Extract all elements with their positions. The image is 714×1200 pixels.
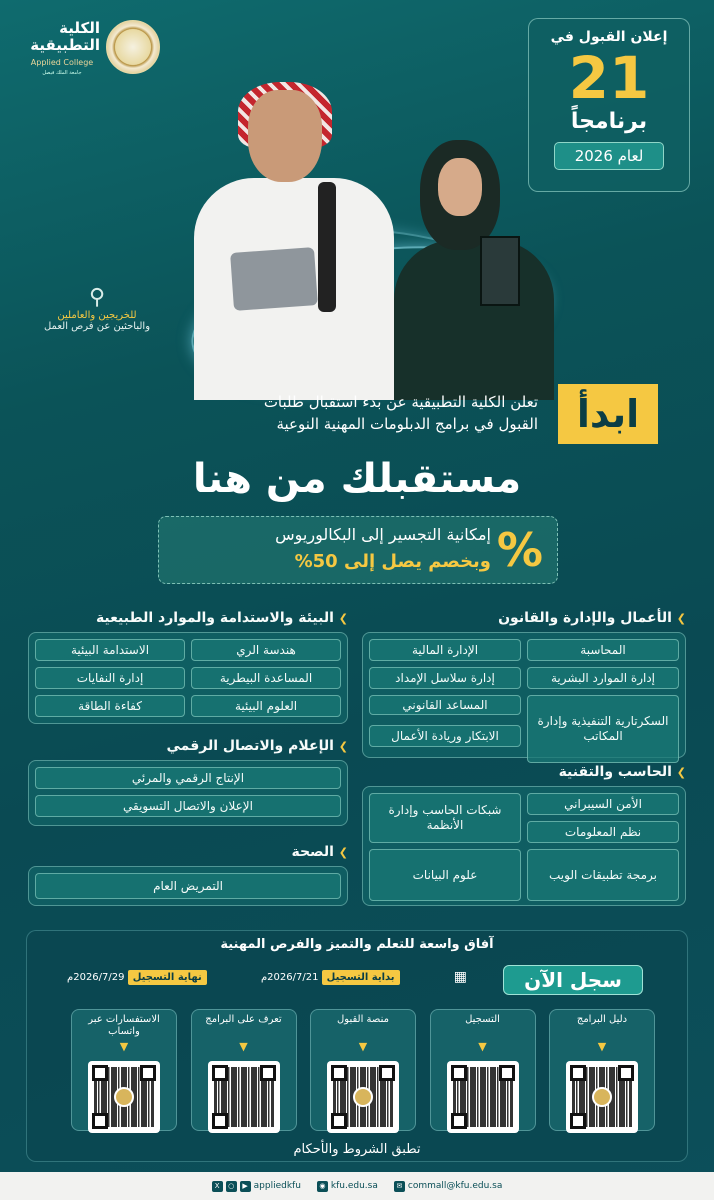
website-link[interactable]: ◉ kfu.edu.sa	[317, 1181, 378, 1192]
graduates-line-1: للخريجين والعاملين	[57, 310, 137, 321]
chevron-icon: ❯	[338, 846, 348, 859]
program-item: الإدارة المالية	[369, 639, 521, 661]
logo-subtitle: جامعة الملك فيصل	[42, 70, 82, 76]
social-handle[interactable]: X ○ ▶ appliedkfu	[212, 1181, 301, 1192]
chevron-icon: ❯	[338, 612, 348, 625]
program-item: هندسة الري	[191, 639, 341, 661]
qr-card-programs[interactable]	[191, 1009, 297, 1131]
program-item: المساعد القانوني	[369, 695, 521, 715]
calendar-icon: ▦	[453, 969, 467, 985]
logo-name-en: Applied College	[30, 58, 94, 67]
chevron-down-icon: ▼	[239, 1040, 248, 1053]
program-item: إدارة النفايات	[35, 667, 185, 689]
college-logo	[22, 18, 162, 78]
female-student	[394, 240, 554, 400]
bridge-line-2: وبخصم يصل إلى 50%	[294, 551, 491, 572]
graduates-line-2: والباحثين عن فرص العمل	[43, 321, 151, 332]
program-label: برنامجاً	[570, 109, 648, 134]
program-item: التمريض العام	[35, 873, 341, 899]
bridge-line-1: إمكانية التجسير إلى البكالوريوس	[275, 525, 491, 544]
section-media	[28, 738, 348, 826]
section-title: الصحة	[291, 844, 334, 860]
footer-contacts	[0, 1172, 714, 1200]
section-title: البيئة والاستدامة والموارد الطبيعية	[95, 610, 334, 626]
program-item: شبكات الحاسب وإدارة الأنظمة	[369, 793, 521, 843]
x-icon: X	[212, 1181, 223, 1192]
section-computing	[362, 764, 686, 906]
intro-line-1: تعلن الكلية التطبيقية عن بدء استقبال طلبات	[263, 393, 538, 411]
email-link[interactable]: ✉ commall@kfu.edu.sa	[394, 1181, 502, 1192]
start-date: 2026/7/21م	[260, 971, 319, 983]
qr-label: التسجيل	[465, 1014, 500, 1025]
section-business	[362, 610, 686, 758]
qr-label: تعرف على البرامج	[205, 1014, 282, 1025]
qr-code-icon[interactable]	[447, 1061, 519, 1133]
program-item: إدارة الموارد البشرية	[527, 667, 679, 689]
chevron-icon: ❯	[676, 766, 686, 779]
book-icon	[480, 236, 520, 306]
terms-note: تطبق الشروط والأحكام	[293, 1142, 421, 1157]
qr-code-icon[interactable]	[88, 1061, 160, 1133]
program-item: إدارة سلاسل الإمداد	[369, 667, 521, 689]
chevron-down-icon: ▼	[358, 1040, 368, 1053]
laptop-icon	[230, 247, 318, 311]
chevron-down-icon: ▼	[597, 1040, 607, 1053]
chevron-down-icon: ▼	[119, 1040, 129, 1053]
registration-panel	[26, 930, 688, 1162]
program-item: المساعدة البيطرية	[191, 667, 341, 689]
percent-icon: %	[496, 523, 543, 577]
qr-card-registration[interactable]	[430, 1009, 536, 1131]
hero-students-image	[180, 70, 560, 400]
instagram-icon: ○	[226, 1181, 237, 1192]
section-title: الإعلام والاتصال الرقمي	[166, 738, 334, 754]
program-item: برمجة تطبيقات الويب	[527, 849, 679, 901]
program-item: الابتكار وريادة الأعمال	[369, 725, 521, 747]
qr-label: دليل البرامج	[576, 1014, 628, 1025]
job-search-icon: ⚲	[88, 285, 106, 310]
announce-heading: إعلان القبول في	[550, 29, 668, 45]
program-item: السكرتارية التنفيذية وإدارة المكاتب	[527, 695, 679, 763]
end-date: 2026/7/29م	[67, 971, 125, 983]
program-item: العلوم البيئية	[191, 695, 341, 717]
future-headline: مستقبلك من هنا	[192, 456, 522, 502]
qr-label: منصة القبول	[337, 1014, 389, 1025]
bridging-offer	[158, 516, 558, 584]
program-item: الاستدامة البيئية	[35, 639, 185, 661]
university-seal-icon	[106, 20, 160, 74]
program-item: الإعلان والاتصال التسويقي	[35, 795, 341, 817]
section-title: الحاسب والتقنية	[558, 764, 672, 780]
logo-name-ar: الكلية التطبيقية	[30, 19, 100, 54]
qr-code-icon[interactable]	[566, 1061, 638, 1133]
qr-code-icon[interactable]	[327, 1061, 399, 1133]
program-item: المحاسبة	[527, 639, 679, 661]
year-badge: لعام 2026	[554, 142, 664, 170]
register-now-button[interactable]: سجل الآن	[503, 965, 643, 995]
section-title: الأعمال والإدارة والقانون	[498, 610, 672, 626]
start-label: بداية التسجيل	[322, 970, 400, 985]
chevron-icon: ❯	[338, 740, 348, 753]
program-count: 21	[568, 44, 650, 112]
program-item: كفاءة الطاقة	[35, 695, 185, 717]
program-item: الإنتاج الرقمي والمرئي	[35, 767, 341, 789]
end-label: نهاية التسجيل	[128, 970, 207, 985]
qr-card-admission-platform[interactable]	[310, 1009, 416, 1131]
qr-card-whatsapp[interactable]	[71, 1009, 177, 1131]
intro-text	[78, 392, 538, 436]
qr-label: الاستفسارات عبر واتساب	[88, 1014, 160, 1037]
registration-dates	[67, 969, 467, 985]
program-item: علوم البيانات	[369, 849, 521, 901]
mail-icon: ✉	[394, 1181, 405, 1192]
chevron-down-icon: ▼	[478, 1040, 487, 1053]
horizons-tagline: آفاق واسعة للتعلم والتميز والفرص المهنية	[220, 937, 494, 952]
graduates-note	[22, 285, 172, 347]
qr-card-program-guide[interactable]	[549, 1009, 655, 1131]
qr-code-icon[interactable]	[208, 1061, 280, 1133]
qr-code-row	[71, 1009, 655, 1131]
section-health	[28, 844, 348, 906]
start-badge: ابدأ	[558, 384, 658, 444]
section-environment	[28, 610, 348, 724]
globe-icon: ◉	[317, 1181, 328, 1192]
program-item: نظم المعلومات	[527, 821, 679, 843]
program-item: الأمن السيبراني	[527, 793, 679, 815]
chevron-icon: ❯	[676, 612, 686, 625]
intro-line-2: القبول في برامج الدبلومات المهنية النوعية	[276, 414, 538, 433]
youtube-icon: ▶	[240, 1181, 251, 1192]
